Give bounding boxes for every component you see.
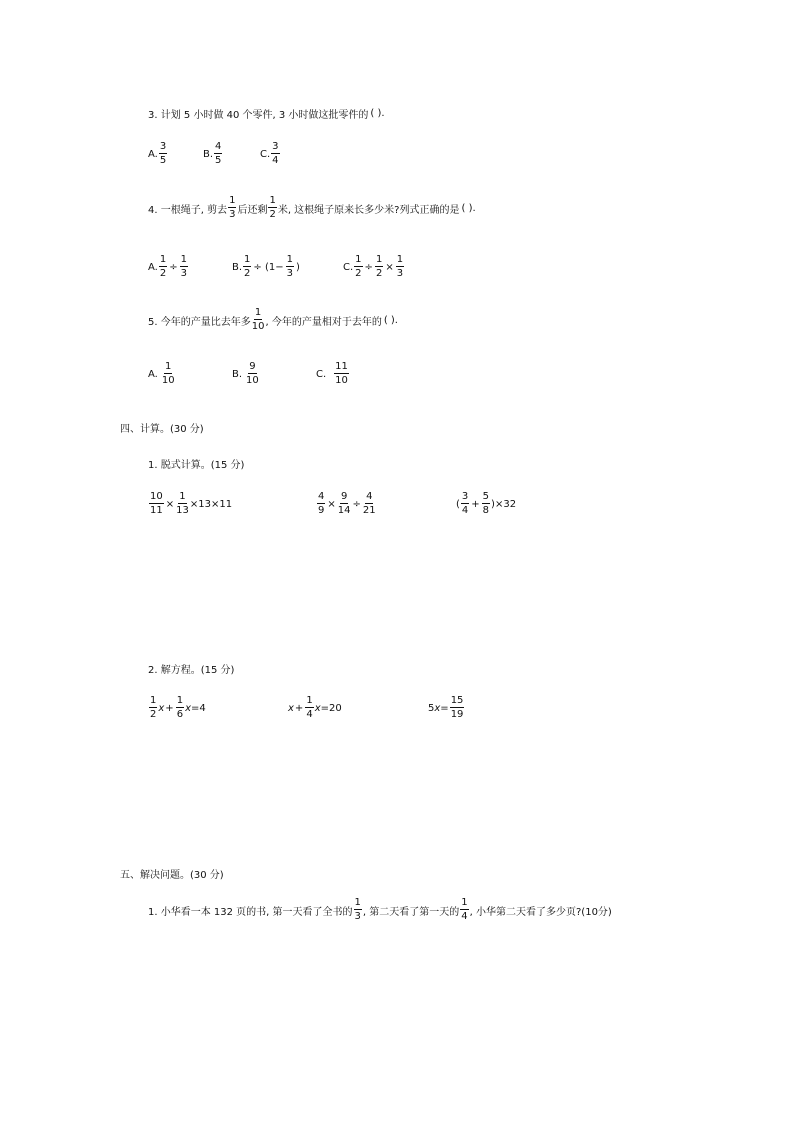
operator: ÷ [169,261,178,273]
equation-text: 5 [428,702,435,714]
q4-stem-text: 4. 一根绳子, 剪去 [148,204,228,216]
equals-sign: = [440,702,449,714]
operator: + [471,498,480,510]
fraction: $\frac{4}{21}$ [362,491,376,516]
fraction: $\frac{3}{4}$ [272,141,279,166]
section-4-sub1: 1. 脱式计算。(15 分) [148,460,245,471]
expression-text: ×13×11 [189,498,233,510]
option-label: B. [232,261,243,273]
calc-expression-1 [148,492,232,516]
fraction: $\frac{1}{3}$ [286,254,293,279]
q5-answer-blank: ( ). [383,314,398,326]
fraction: $\frac{1}{3}$ [180,254,187,279]
option-label: A. [148,261,158,273]
fraction: $\frac{1}{4}$ [306,695,313,720]
fraction: $\frac{15}{19}$ [450,695,464,720]
fraction: $\frac{5}{8}$ [482,491,490,516]
operator: ÷ [364,261,373,273]
fraction: $\frac{1}{6}$ [176,695,184,720]
option-label: C. [316,368,327,380]
variable-x: x [158,702,165,714]
q5-stem [148,308,398,332]
problem-text: , 小华第二天看了多少页?(10分) [469,906,612,918]
fraction: $\frac{3}{4}$ [461,491,469,516]
operator: ÷ [352,498,361,510]
q5-option-c [316,362,350,386]
fraction: $\frac{4}{5}$ [215,141,222,166]
q3-option-a [148,142,168,166]
fraction: $\frac{10}{11}$ [150,491,163,516]
operator: × [165,498,175,510]
q5-stem-text: , 今年的产量相对于去年的 [265,316,382,328]
fraction: $\frac{9}{10}$ [246,361,259,386]
q4-option-b [232,255,301,279]
q4-stem [148,196,476,220]
fraction: $\frac{1}{2}$ [269,195,276,220]
fraction: $\frac{1}{10}$ [161,361,175,386]
q4-option-a [148,255,189,279]
operator: + [294,702,304,714]
q3-stem [148,106,385,121]
option-label: C. [343,261,354,273]
option-label: B. [232,368,243,380]
equation-2 [288,696,342,720]
fraction: $\frac{1}{3}$ [354,897,361,922]
fraction: $\frac{4}{9}$ [318,491,325,516]
variable-x: x [288,702,294,714]
option-label: C. [260,148,271,160]
fraction: $\frac{1}{13}$ [176,491,189,516]
operator: ÷ (1− [253,261,284,273]
operator: × [385,261,394,273]
option-label: A. [148,368,158,380]
equation-3 [428,696,465,720]
paren: ) [296,261,300,273]
calc-expression-2 [316,492,377,516]
q4-answer-blank: ( ). [461,202,476,214]
expression-text: )×32 [491,498,517,510]
q4-option-c [343,255,405,279]
option-label: A. [148,148,158,160]
fraction: $\frac{1}{2}$ [355,254,362,279]
fraction: $\frac{11}{10}$ [335,361,348,386]
variable-x: x [314,702,321,714]
problem-1 [148,898,612,922]
option-label: B. [203,148,214,160]
fraction: $\frac{1}{2}$ [150,695,157,720]
fraction: $\frac{1}{3}$ [396,254,404,279]
problem-text: 1. 小华看一本 132 页的书, 第一天看了全书的 [148,906,353,918]
q3-option-b [203,142,223,166]
operator: + [165,702,174,714]
paren: ( [456,498,460,510]
q4-stem-text: 后还剩 [237,204,268,216]
calc-expression-3 [456,492,516,516]
problem-text: , 第二天看了第一天的 [362,906,460,918]
q5-option-a [148,362,176,386]
q3-stem-text: 3. 计划 5 小时做 40 个零件, 3 小时做这批零件的 [148,110,369,121]
equation-1 [148,696,206,720]
equation-text: =20 [320,702,342,714]
fraction: $\frac{1}{2}$ [375,254,383,279]
fraction: $\frac{1}{2}$ [244,254,251,279]
section-4-sub2: 2. 解方程。(15 分) [148,665,235,676]
q3-answer-blank: ( ). [370,108,385,119]
fraction: $\frac{1}{3}$ [229,195,236,220]
variable-x: x [434,702,441,714]
fraction: $\frac{1}{2}$ [159,254,167,279]
section-4-title: 四、计算。(30 分) [120,424,204,435]
equation-text: =4 [190,702,206,714]
q4-stem-text: 米, 这根绳子原来长多少米?列式正确的是 [277,204,460,216]
fraction: $\frac{1}{10}$ [251,307,265,332]
q5-option-b [232,362,260,386]
fraction: $\frac{3}{5}$ [159,141,167,166]
variable-x: x [185,702,191,714]
q3-option-c [260,142,281,166]
operator: × [327,498,336,510]
fraction: $\frac{9}{14}$ [337,491,351,516]
fraction: $\frac{1}{4}$ [461,897,468,922]
q5-stem-text: 5. 今年的产量比去年多 [148,316,251,328]
section-5-title: 五、解决问题。(30 分) [120,870,224,881]
